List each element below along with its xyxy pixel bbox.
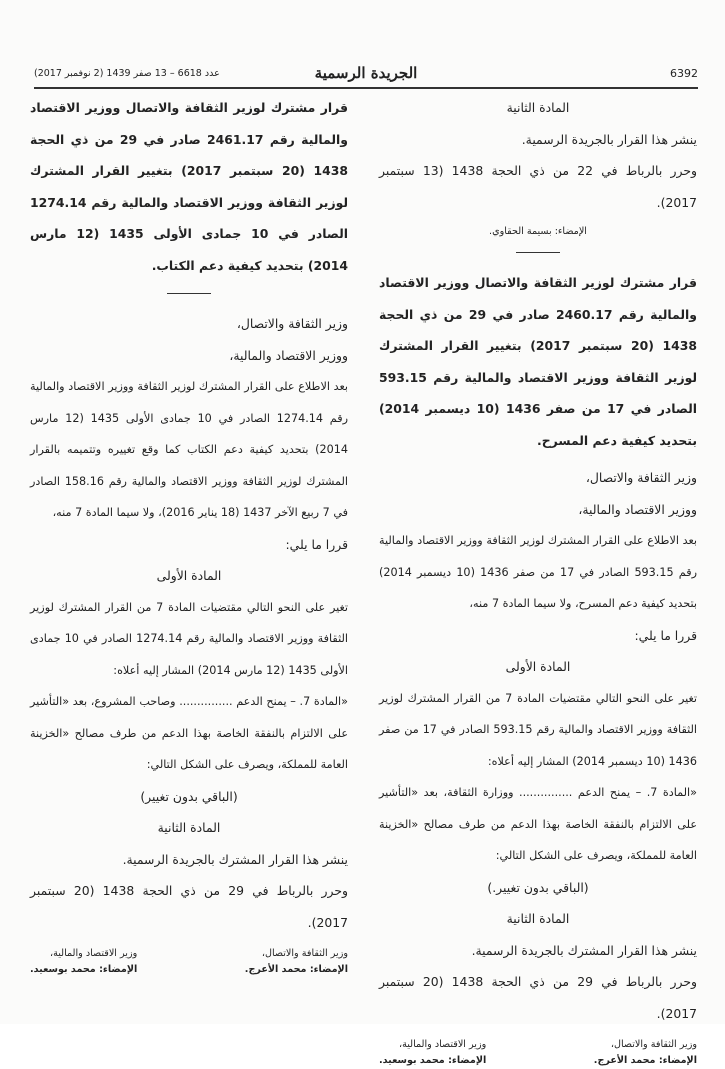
minister-line: ووزير الاقتصاد والمالية،	[229, 347, 348, 363]
article-text: ينشر هذا القرار المشترك بالجريدة الرسمية.	[122, 851, 348, 867]
signatory-name: الإمضاء: محمد بوسعيد.	[379, 1055, 487, 1066]
article-quote: «المادة 7. – يمنح الدعم ............... وصاحب المشروع، بعد «التأشير على الالتزام بالنفقة الخاصة بهذا الدعم من طرف مصالح «الخزينة العامة للمملكة، ويصرف على الشكل التالي:	[30, 695, 348, 771]
header-rule	[34, 87, 698, 89]
section-divider	[516, 252, 560, 253]
decided-line: قررا ما يلي:	[285, 536, 348, 552]
signatory-title: وزير الاقتصاد والمالية،	[50, 948, 138, 959]
article-heading: المادة الثانية	[506, 911, 570, 926]
signature-block	[379, 1037, 697, 1069]
signatory	[30, 946, 137, 978]
journal-name: الجريدة الرسمية	[314, 64, 418, 82]
signatory-name: الإمضاء: محمد الأعرج.	[593, 1055, 697, 1066]
minister-line: وزير الثقافة والاتصال،	[236, 316, 348, 331]
article-text: ينشر هذا القرار المشترك بالجريدة الرسمية.	[471, 942, 697, 958]
article-heading: المادة الأولى	[505, 659, 571, 674]
issue-line: عدد 6618 – 13 صفر 1439 (2 نوفمبر 2017)	[34, 68, 220, 79]
article-text: تغير على النحو التالي مقتضيات المادة 7 من القرار المشترك لوزير الثقافة ووزير الاقتصاد والمالية رقم 593.15 الصادر في 17 من صفر 1436 (10 ديسمبر 2014) المشار إليه أعلاه:	[379, 691, 697, 768]
minister-line: ووزير الاقتصاد والمالية،	[578, 501, 697, 517]
article-heading: المادة الثانية	[506, 100, 570, 115]
signatory-name: الإمضاء: محمد بوسعيد.	[30, 964, 138, 975]
signature-line: الإمضاء: بسيمة الحقاوي.	[489, 226, 587, 237]
signatory	[245, 946, 348, 978]
article-heading: المادة الأولى	[156, 568, 222, 583]
preamble-text: بعد الاطلاع على القرار المشترك لوزير الثقافة ووزير الاقتصاد والمالية رقم 1274.14 الصادر في 10 جمادى الأولى 1435 (12 مارس 2014) بتحديد كيفية دعم الكتاب كما وقع تغييره وتتميمه بالقرار المشترك لوزير الثقافة ووزير الاقتصاد والمالية رقم 158.16 الصادر في 7 ربيع الآخر 1437 (18 يناير 2016)، ولا سيما المادة 7 منه،	[30, 380, 349, 519]
done-at: وحرر بالرباط في 29 من ذي الحجة 1438 (20 سبتمبر 2017).	[379, 974, 697, 1021]
signatory-title: وزير الثقافة والاتصال،	[610, 1039, 697, 1050]
signature-block	[30, 946, 348, 978]
article-quote: «المادة 7. – يمنح الدعم ............... ووزارة الثقافة، بعد «التأشير على الالتزام بالنفقة الخاصة بهذا الدعم من طرف مصالح «الخزينة العامة للمملكة، ويصرف على الشكل التالي:	[379, 786, 697, 862]
page-number: 6392	[670, 67, 698, 80]
right-column	[379, 92, 697, 1069]
signatory	[379, 1037, 486, 1069]
left-column	[30, 92, 348, 978]
article-text: تغير على النحو التالي مقتضيات المادة 7 من القرار المشترك لوزير الثقافة ووزير الاقتصاد والمالية رقم 1274.14 الصادر في 10 جمادى الأولى 1435 (12 مارس 2014) المشار إليه أعلاه:	[30, 600, 348, 677]
signatory-title: وزير الاقتصاد والمالية،	[399, 1039, 487, 1050]
done-at: وحرر بالرباط في 29 من ذي الحجة 1438 (20 سبتمبر 2017).	[30, 883, 348, 930]
unchanged-note: (الباقي بدون تغيير.)	[487, 879, 589, 895]
minister-line: وزير الثقافة والاتصال،	[585, 470, 697, 485]
decree-title: قرار مشترك لوزير الثقافة والاتصال ووزير الاقتصاد والمالية رقم 2460.17 صادر في 29 من ذي الحجة 1438 (20 سبتمبر 2017) بتغيير القرار المشترك لوزير الثقافة ووزير الاقتصاد والمالية رقم 593.15 الصادر في 17 من صفر 1436 (10 ديسمبر 2014) بتحديد كيفية دعم المسرح.	[379, 275, 697, 448]
article-text: ينشر هذا القرار بالجريدة الرسمية.	[521, 131, 697, 147]
done-at: وحرر بالرباط في 22 من ذي الحجة 1438 (13 سبتمبر 2017).	[379, 163, 697, 210]
page-header	[34, 64, 698, 86]
signatory-name: الإمضاء: محمد الأعرج.	[244, 964, 348, 975]
article-heading: المادة الثانية	[157, 820, 221, 835]
section-divider	[167, 293, 211, 294]
signatory-title: وزير الثقافة والاتصال،	[261, 948, 348, 959]
unchanged-note: (الباقي بدون تغيير)	[140, 788, 238, 804]
decree-title: قرار مشترك لوزير الثقافة والاتصال ووزير الاقتصاد والمالية رقم 2461.17 صادر في 29 من ذي الحجة 1438 (20 سبتمبر 2017) بتغيير القرار المشترك لوزير الثقافة ووزير الاقتصاد والمالية رقم 1274.14 الصادر في 10 جمادى الأولى 1435 (12 مارس 2014) بتحديد كيفية دعم الكتاب.	[30, 100, 349, 273]
preamble-text: بعد الاطلاع على القرار المشترك لوزير الثقافة ووزير الاقتصاد والمالية رقم 593.15 الصادر في 17 من صفر 1436 (10 ديسمبر 2014) بتحديد كيفية دعم المسرح، ولا سيما المادة 7 منه،	[379, 534, 697, 610]
signatory	[594, 1037, 697, 1069]
decided-line: قررا ما يلي:	[634, 627, 697, 643]
